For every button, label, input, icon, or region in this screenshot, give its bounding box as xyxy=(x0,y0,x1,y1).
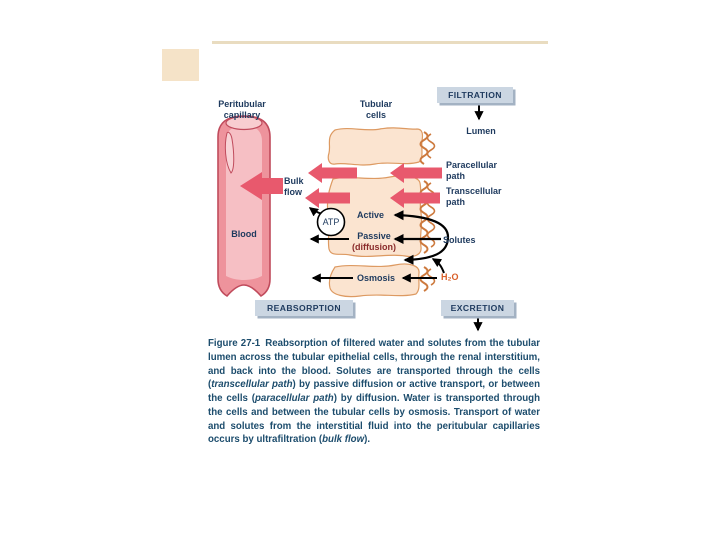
paracellular-path-label: Paracellular path xyxy=(446,160,498,181)
blood-label: Blood xyxy=(231,229,257,239)
tubular-cell-top xyxy=(328,128,422,165)
reabsorption-box: REABSORPTION xyxy=(255,300,353,316)
osmosis-label: Osmosis xyxy=(356,273,396,283)
peritubular-capillary-label: Peritubular capillary xyxy=(218,99,266,120)
slide-accent-square xyxy=(162,49,199,81)
filtration-box: FILTRATION xyxy=(437,87,513,103)
excretion-box: EXCRETION xyxy=(441,300,514,316)
tubular-cells-label: Tubular cells xyxy=(359,99,393,120)
figure-caption xyxy=(208,337,540,447)
transcellular-path-label: Transcellular path xyxy=(446,186,502,207)
solutes-label: Solutes xyxy=(443,235,476,245)
water-paracellular-curve xyxy=(433,259,444,273)
caption-segment-italic: bulk flow xyxy=(322,434,365,446)
caption-segment-italic: transcellular path xyxy=(211,379,293,391)
active-label: Active xyxy=(357,210,385,220)
caption-segment: ) by diffusion. Water is transported through the cells and between the tubular cells by osmosis. Transport of water and solutes from the interstitial fluid into the peritubular capillaries occurs by ultrafiltration ( xyxy=(208,393,541,446)
caption-segment: Reabsorption of filtered water and solutes from the tubular lumen across the tubular epithelial cells, through the renal interstitium, and back into the blood. Solutes are transported through the cells ( xyxy=(208,338,540,391)
lumen-label: Lumen xyxy=(466,126,496,136)
passive-label: Passive xyxy=(357,231,391,241)
caption-segment: ) by passive diffusion or active transport, or between the cells ( xyxy=(208,379,540,404)
brush-border-top-cell-2 xyxy=(428,134,435,158)
slide-top-rule xyxy=(212,41,548,44)
bulk-flow-label: Bulk flow xyxy=(284,176,304,197)
caption-segment: ). xyxy=(364,434,371,446)
atp-label: ATP xyxy=(322,217,340,227)
figure-number: Figure 27-1 xyxy=(208,338,261,349)
caption-segment-italic: paracellular path xyxy=(255,393,334,404)
diffusion-qualifier-label: (diffusion) xyxy=(352,241,396,252)
passive-diffusion-label xyxy=(348,231,400,252)
water-label: H₂O xyxy=(441,272,459,282)
